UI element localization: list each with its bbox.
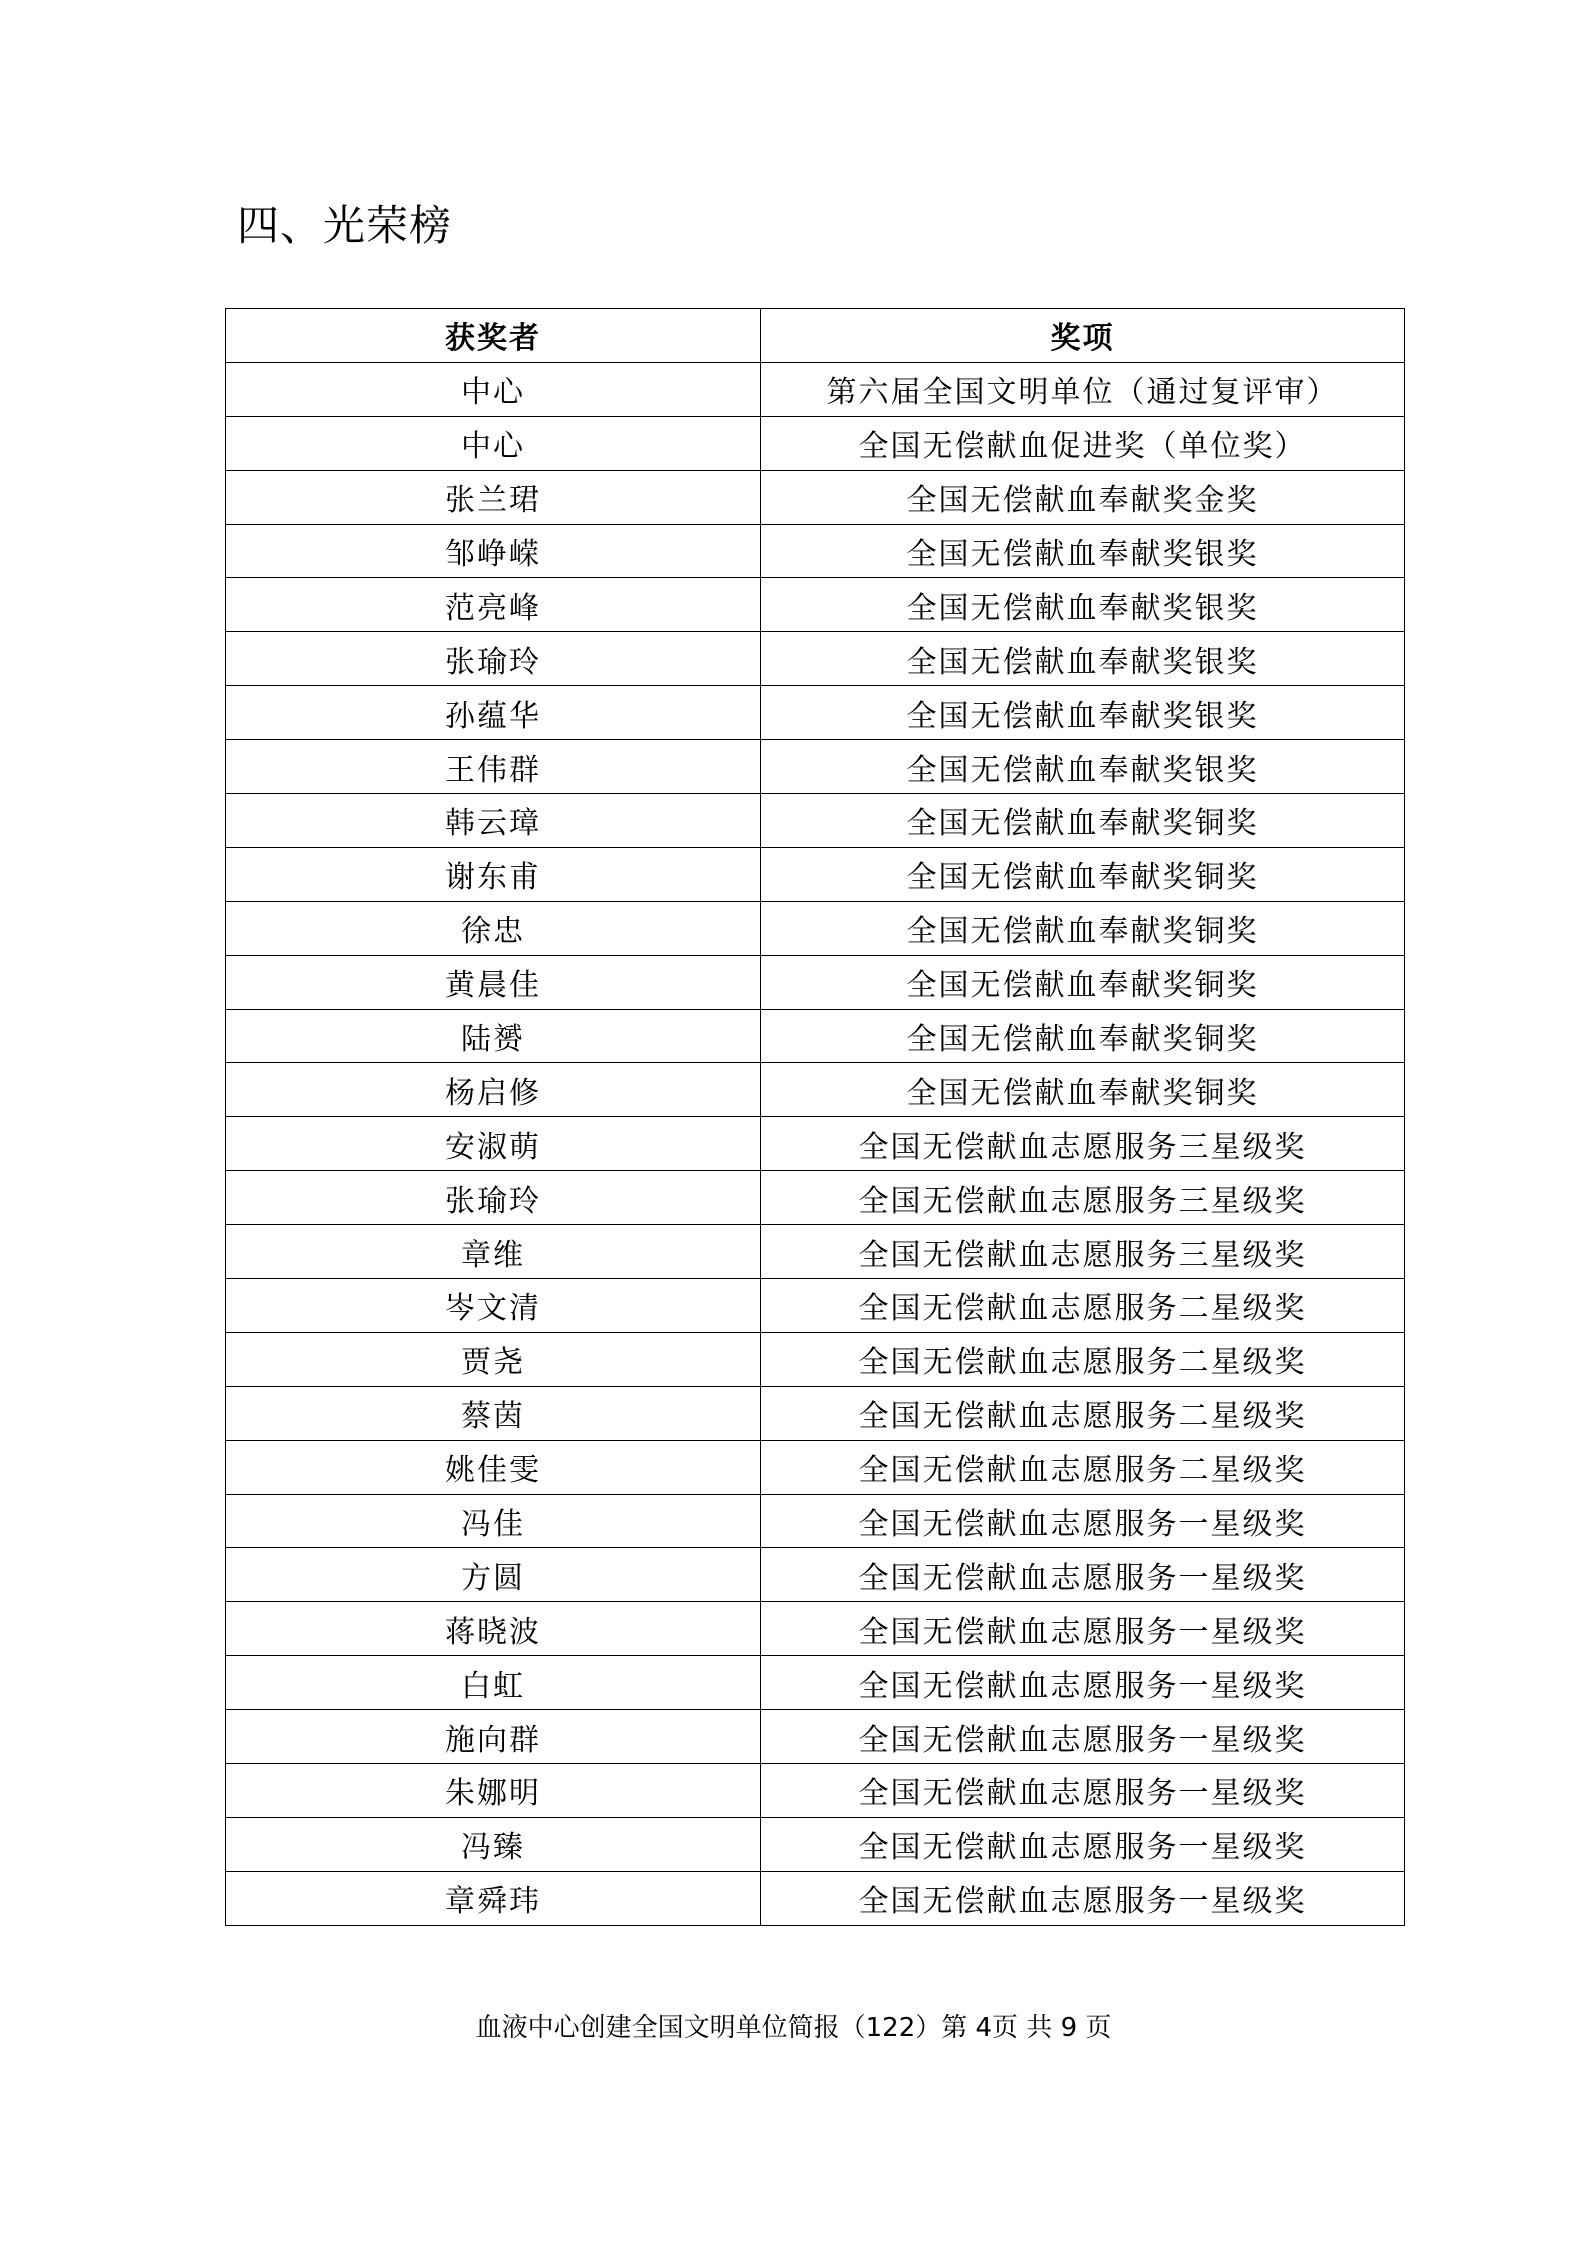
table-row — [226, 1063, 1405, 1117]
award-cell: 全国无偿献血奉献奖铜奖 — [761, 794, 1405, 848]
award-cell: 全国无偿献血志愿服务一星级奖 — [761, 1602, 1405, 1656]
page-title: 四、光荣榜 — [237, 201, 453, 250]
winner-cell: 白虹 — [226, 1656, 761, 1710]
winner-cell: 徐忠 — [226, 901, 761, 955]
winner-cell: 陆赟 — [226, 1009, 761, 1063]
winner-cell: 姚佳雯 — [226, 1440, 761, 1494]
winner-cell: 蔡茵 — [226, 1386, 761, 1440]
award-cell: 全国无偿献血志愿服务一星级奖 — [761, 1764, 1405, 1818]
table-row — [226, 1764, 1405, 1818]
winner-cell: 张兰珺 — [226, 470, 761, 524]
award-cell: 全国无偿献血奉献奖铜奖 — [761, 847, 1405, 901]
winner-cell: 方圆 — [226, 1548, 761, 1602]
winner-cell: 黄晨佳 — [226, 955, 761, 1009]
award-cell: 全国无偿献血奉献奖银奖 — [761, 524, 1405, 578]
award-cell: 全国无偿献血志愿服务一星级奖 — [761, 1494, 1405, 1548]
table-header-row — [226, 309, 1405, 363]
table-row — [226, 1386, 1405, 1440]
winner-cell: 谢东甫 — [226, 847, 761, 901]
page-footer: 血液中心创建全国文明单位简报（122）第 4页 共 9 页 — [475, 2013, 1112, 2043]
table-row — [226, 794, 1405, 848]
winner-cell: 安淑萌 — [226, 1117, 761, 1171]
award-cell: 全国无偿献血奉献奖铜奖 — [761, 901, 1405, 955]
award-cell: 全国无偿献血奉献奖银奖 — [761, 578, 1405, 632]
award-cell: 全国无偿献血志愿服务三星级奖 — [761, 1225, 1405, 1279]
table-row — [226, 740, 1405, 794]
table-row — [226, 470, 1405, 524]
winner-cell: 冯臻 — [226, 1817, 761, 1871]
award-cell: 全国无偿献血志愿服务一星级奖 — [761, 1548, 1405, 1602]
winner-cell: 冯佳 — [226, 1494, 761, 1548]
winner-cell: 张瑜玲 — [226, 1171, 761, 1225]
award-cell: 全国无偿献血奉献奖银奖 — [761, 740, 1405, 794]
table-row — [226, 847, 1405, 901]
winner-cell: 范亮峰 — [226, 578, 761, 632]
table-row — [226, 1332, 1405, 1386]
table-row — [226, 1279, 1405, 1333]
winner-cell: 杨启修 — [226, 1063, 761, 1117]
winner-cell: 王伟群 — [226, 740, 761, 794]
award-cell: 全国无偿献血奉献奖铜奖 — [761, 1009, 1405, 1063]
table-row — [226, 1117, 1405, 1171]
winner-cell: 岑文清 — [226, 1279, 761, 1333]
award-cell: 全国无偿献血志愿服务三星级奖 — [761, 1117, 1405, 1171]
table-row — [226, 1817, 1405, 1871]
winner-cell: 孙蕴华 — [226, 686, 761, 740]
table-row — [226, 901, 1405, 955]
table-row — [226, 1494, 1405, 1548]
table-row — [226, 1440, 1405, 1494]
award-cell: 全国无偿献血志愿服务二星级奖 — [761, 1332, 1405, 1386]
winner-cell: 章维 — [226, 1225, 761, 1279]
winner-cell: 蒋晓波 — [226, 1602, 761, 1656]
winner-cell: 中心 — [226, 362, 761, 416]
award-cell: 全国无偿献血志愿服务二星级奖 — [761, 1279, 1405, 1333]
winner-cell: 章舜玮 — [226, 1871, 761, 1925]
winner-cell: 张瑜玲 — [226, 632, 761, 686]
award-cell: 全国无偿献血促进奖（单位奖） — [761, 416, 1405, 470]
award-cell: 全国无偿献血志愿服务一星级奖 — [761, 1710, 1405, 1764]
table-row — [226, 955, 1405, 1009]
table-row — [226, 416, 1405, 470]
honor-roll-table — [225, 308, 1405, 1926]
table-row — [226, 1602, 1405, 1656]
winner-cell: 韩云璋 — [226, 794, 761, 848]
winner-cell: 施向群 — [226, 1710, 761, 1764]
table-row — [226, 1871, 1405, 1925]
award-cell: 全国无偿献血奉献奖铜奖 — [761, 1063, 1405, 1117]
winner-cell: 邹峥嵘 — [226, 524, 761, 578]
table-row — [226, 362, 1405, 416]
table-body — [226, 362, 1405, 1925]
winner-cell: 贾尧 — [226, 1332, 761, 1386]
award-cell: 全国无偿献血奉献奖铜奖 — [761, 955, 1405, 1009]
table-row — [226, 686, 1405, 740]
award-cell: 全国无偿献血奉献奖银奖 — [761, 686, 1405, 740]
table-row — [226, 1225, 1405, 1279]
award-cell: 第六届全国文明单位（通过复评审） — [761, 362, 1405, 416]
award-cell: 全国无偿献血奉献奖金奖 — [761, 470, 1405, 524]
header-winner: 获奖者 — [226, 309, 761, 363]
award-cell: 全国无偿献血志愿服务一星级奖 — [761, 1656, 1405, 1710]
table-row — [226, 1009, 1405, 1063]
table-row — [226, 1656, 1405, 1710]
table-row — [226, 1548, 1405, 1602]
award-cell: 全国无偿献血志愿服务一星级奖 — [761, 1817, 1405, 1871]
table-row — [226, 1171, 1405, 1225]
header-award: 奖项 — [761, 309, 1405, 363]
table-row — [226, 1710, 1405, 1764]
award-cell: 全国无偿献血志愿服务三星级奖 — [761, 1171, 1405, 1225]
winner-cell: 中心 — [226, 416, 761, 470]
award-cell: 全国无偿献血志愿服务二星级奖 — [761, 1440, 1405, 1494]
table-row — [226, 632, 1405, 686]
award-cell: 全国无偿献血志愿服务二星级奖 — [761, 1386, 1405, 1440]
award-cell: 全国无偿献血奉献奖银奖 — [761, 632, 1405, 686]
table-row — [226, 524, 1405, 578]
winner-cell: 朱娜明 — [226, 1764, 761, 1818]
table-row — [226, 578, 1405, 632]
award-cell: 全国无偿献血志愿服务一星级奖 — [761, 1871, 1405, 1925]
